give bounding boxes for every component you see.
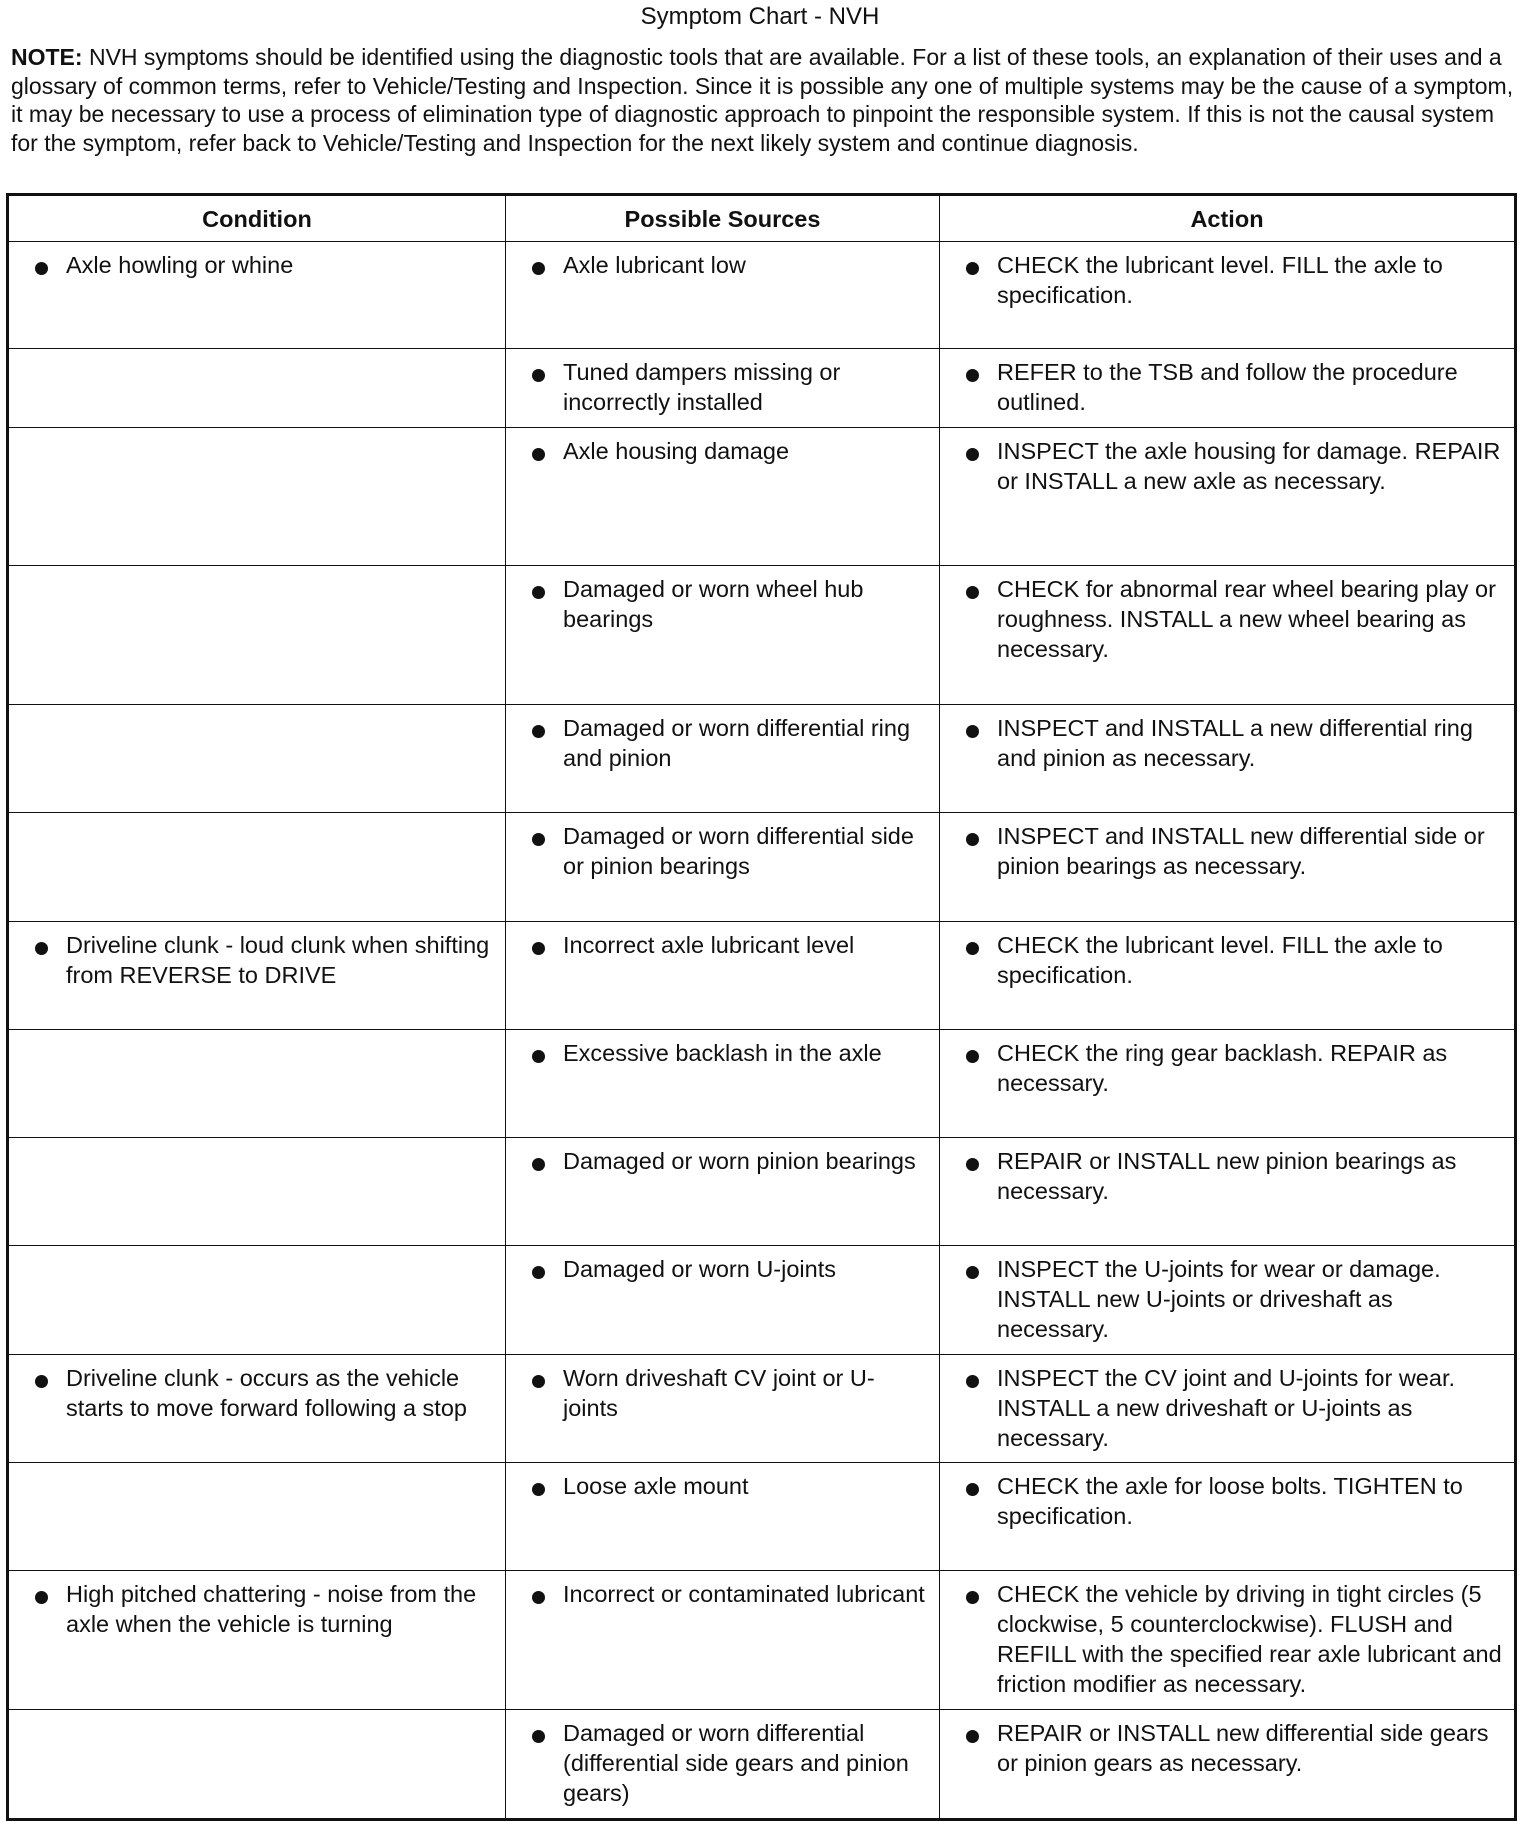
- condition-text: Driveline clunk - loud clunk when shifting from REVERSE to DRIVE: [66, 932, 490, 988]
- bullet-icon: [35, 262, 48, 275]
- source-cell: [506, 705, 940, 813]
- table-row: [8, 349, 1516, 428]
- action-text: CHECK the vehicle by driving in tight circles (5 clockwise, 5 counterclockwise). FLUSH and REFILL with the specified rear axle lubricant and friction modifier as necessary.: [997, 1581, 1502, 1697]
- source-item: [506, 428, 939, 474]
- bullet-icon: [35, 1591, 48, 1604]
- source-item: [506, 705, 939, 781]
- bullet-icon: [532, 262, 545, 275]
- action-cell: [940, 1246, 1516, 1355]
- table-row: [8, 428, 1516, 566]
- table-row: [8, 1355, 1516, 1463]
- source-cell: [506, 1246, 940, 1355]
- condition-cell: [8, 705, 506, 813]
- action-text: REPAIR or INSTALL new differential side gears or pinion gears as necessary.: [997, 1720, 1489, 1776]
- condition-cell: [8, 242, 506, 349]
- bullet-icon: [966, 1158, 979, 1171]
- source-item: [506, 922, 939, 968]
- table-row: [8, 1710, 1516, 1820]
- table-row: [8, 1030, 1516, 1138]
- action-cell: [940, 1030, 1516, 1138]
- bullet-icon: [966, 369, 979, 382]
- table-row: [8, 242, 1516, 349]
- bullet-icon: [966, 1591, 979, 1604]
- source-item: [506, 813, 939, 889]
- source-item: [506, 1138, 939, 1184]
- note-text: NVH symptoms should be identified using the diagnostic tools that are available. For a list of these tools, an explanation of their uses and a glossary of common terms, refer to Vehicle/Testing and Inspection. Since it is possible any one of multiple systems may be the cause of a symptom, it may be necessary to use a process of elimination type of diagnostic approach to pinpoint the responsible system. If this is not the causal system for the symptom, refer back to Vehicle/Testing and Inspection for the next likely system and continue diagnosis.: [11, 44, 1514, 156]
- source-item: [506, 1710, 939, 1816]
- bullet-icon: [532, 1730, 545, 1743]
- action-text: CHECK the lubricant level. FILL the axle to specification.: [997, 252, 1443, 308]
- condition-cell: [8, 1710, 506, 1820]
- action-item: [940, 813, 1514, 889]
- source-text: Damaged or worn differential ring and pinion: [563, 715, 911, 771]
- source-text: Loose axle mount: [563, 1473, 749, 1499]
- bullet-icon: [35, 942, 48, 955]
- action-item: [940, 1571, 1514, 1707]
- bullet-icon: [966, 1730, 979, 1743]
- bullet-icon: [532, 448, 545, 461]
- action-cell: [940, 705, 1516, 813]
- action-item: [940, 1463, 1514, 1539]
- bullet-icon: [532, 725, 545, 738]
- table-row: [8, 566, 1516, 705]
- source-cell: [506, 349, 940, 428]
- source-cell: [506, 1710, 940, 1820]
- condition-cell: [8, 813, 506, 922]
- condition-text: Axle howling or whine: [66, 252, 294, 278]
- source-cell: [506, 1138, 940, 1246]
- action-item: [940, 428, 1514, 504]
- source-cell: [506, 1463, 940, 1571]
- action-cell: [940, 349, 1516, 428]
- source-text: Worn driveshaft CV joint or U-joints: [563, 1365, 875, 1421]
- condition-cell: [8, 1246, 506, 1355]
- action-item: [940, 705, 1514, 781]
- source-text: Damaged or worn differential side or pinion bearings: [563, 823, 914, 879]
- bullet-icon: [532, 1266, 545, 1279]
- source-text: Axle lubricant low: [563, 252, 746, 278]
- condition-cell: [8, 566, 506, 705]
- bullet-icon: [532, 1050, 545, 1063]
- bullet-icon: [966, 1050, 979, 1063]
- table-body: [8, 242, 1516, 1820]
- table-row: [8, 1463, 1516, 1571]
- action-item: [940, 1246, 1514, 1352]
- table-row: [8, 922, 1516, 1030]
- action-text: CHECK the ring gear backlash. REPAIR as necessary.: [997, 1040, 1448, 1096]
- bullet-icon: [966, 448, 979, 461]
- bullet-icon: [966, 1375, 979, 1388]
- source-text: Axle housing damage: [563, 438, 790, 464]
- bullet-icon: [966, 1483, 979, 1496]
- action-cell: [940, 1710, 1516, 1820]
- action-cell: [940, 1138, 1516, 1246]
- action-text: INSPECT and INSTALL a new differential ring and pinion as necessary.: [997, 715, 1473, 771]
- action-item: [940, 349, 1514, 425]
- action-cell: [940, 813, 1516, 922]
- column-header-possible-sources: Possible Sources: [506, 195, 940, 242]
- symptom-chart-table: [6, 193, 1517, 1821]
- condition-cell: [8, 1030, 506, 1138]
- action-item: [940, 1710, 1514, 1786]
- action-text: REFER to the TSB and follow the procedure outlined.: [997, 359, 1458, 415]
- bullet-icon: [966, 833, 979, 846]
- condition-text: High pitched chattering - noise from the axle when the vehicle is turning: [66, 1581, 477, 1637]
- bullet-icon: [966, 586, 979, 599]
- source-cell: [506, 1355, 940, 1463]
- source-cell: [506, 1030, 940, 1138]
- document-title: Symptom Chart - NVH: [640, 3, 880, 30]
- bullet-icon: [966, 725, 979, 738]
- action-cell: [940, 242, 1516, 349]
- action-item: [940, 1138, 1514, 1214]
- note-paragraph: [11, 43, 1516, 157]
- action-cell: [940, 1571, 1516, 1710]
- bullet-icon: [35, 1375, 48, 1388]
- condition-cell: [8, 922, 506, 1030]
- source-cell: [506, 813, 940, 922]
- source-item: [506, 1246, 939, 1292]
- bullet-icon: [966, 1266, 979, 1279]
- source-item: [506, 349, 939, 425]
- action-text: CHECK the axle for loose bolts. TIGHTEN to specification.: [997, 1473, 1463, 1529]
- source-cell: [506, 566, 940, 705]
- source-item: [506, 1355, 939, 1431]
- bullet-icon: [532, 1591, 545, 1604]
- action-text: INSPECT the CV joint and U-joints for wear. INSTALL a new driveshaft or U-joints as necessary.: [997, 1365, 1456, 1451]
- column-header-action: Action: [940, 195, 1516, 242]
- action-item: [940, 242, 1514, 318]
- condition-cell: [8, 1463, 506, 1571]
- source-text: Excessive backlash in the axle: [563, 1040, 882, 1066]
- source-cell: [506, 242, 940, 349]
- source-item: [506, 1463, 939, 1509]
- condition-cell: [8, 1355, 506, 1463]
- bullet-icon: [532, 833, 545, 846]
- source-text: Damaged or worn wheel hub bearings: [563, 576, 864, 632]
- action-text: CHECK the lubricant level. FILL the axle to specification.: [997, 932, 1443, 988]
- action-cell: [940, 566, 1516, 705]
- condition-cell: [8, 1571, 506, 1710]
- condition-cell: [8, 349, 506, 428]
- bullet-icon: [966, 262, 979, 275]
- condition-cell: [8, 1138, 506, 1246]
- source-cell: [506, 1571, 940, 1710]
- action-item: [940, 1355, 1514, 1461]
- action-cell: [940, 428, 1516, 566]
- source-text: Damaged or worn differential (differential side gears and pinion gears): [563, 1720, 909, 1806]
- source-text: Incorrect axle lubricant level: [563, 932, 855, 958]
- bullet-icon: [532, 586, 545, 599]
- bullet-icon: [532, 942, 545, 955]
- condition-cell: [8, 428, 506, 566]
- source-text: Incorrect or contaminated lubricant: [563, 1581, 925, 1607]
- condition-item: [9, 922, 505, 998]
- source-item: [506, 1571, 939, 1617]
- action-text: INSPECT the axle housing for damage. REPAIR or INSTALL a new axle as necessary.: [997, 438, 1501, 494]
- condition-item: [9, 1355, 505, 1431]
- column-header-condition: Condition: [8, 195, 506, 242]
- bullet-icon: [532, 1483, 545, 1496]
- table-row: [8, 813, 1516, 922]
- action-text: INSPECT and INSTALL new differential side or pinion bearings as necessary.: [997, 823, 1485, 879]
- source-cell: [506, 428, 940, 566]
- bullet-icon: [966, 942, 979, 955]
- source-item: [506, 242, 939, 288]
- action-item: [940, 566, 1514, 672]
- table-header-row: [8, 195, 1516, 242]
- action-cell: [940, 1355, 1516, 1463]
- source-text: Damaged or worn pinion bearings: [563, 1148, 916, 1174]
- table-row: [8, 705, 1516, 813]
- bullet-icon: [532, 369, 545, 382]
- table-row: [8, 1571, 1516, 1710]
- action-item: [940, 1030, 1514, 1106]
- action-cell: [940, 1463, 1516, 1571]
- action-text: INSPECT the U-joints for wear or damage. INSTALL new U-joints or driveshaft as necessary.: [997, 1256, 1441, 1342]
- source-item: [506, 566, 939, 642]
- table-row: [8, 1138, 1516, 1246]
- action-text: REPAIR or INSTALL new pinion bearings as necessary.: [997, 1148, 1457, 1204]
- condition-item: [9, 242, 505, 288]
- source-cell: [506, 922, 940, 1030]
- table-row: [8, 1246, 1516, 1355]
- action-text: CHECK for abnormal rear wheel bearing play or roughness. INSTALL a new wheel bearing as necessary.: [997, 576, 1496, 662]
- action-cell: [940, 922, 1516, 1030]
- source-text: Damaged or worn U-joints: [563, 1256, 836, 1282]
- action-item: [940, 922, 1514, 998]
- bullet-icon: [532, 1158, 545, 1171]
- condition-item: [9, 1571, 505, 1647]
- bullet-icon: [532, 1375, 545, 1388]
- source-text: Tuned dampers missing or incorrectly installed: [563, 359, 841, 415]
- source-item: [506, 1030, 939, 1076]
- note-label: NOTE:: [11, 44, 83, 70]
- condition-text: Driveline clunk - occurs as the vehicle starts to move forward following a stop: [66, 1365, 467, 1421]
